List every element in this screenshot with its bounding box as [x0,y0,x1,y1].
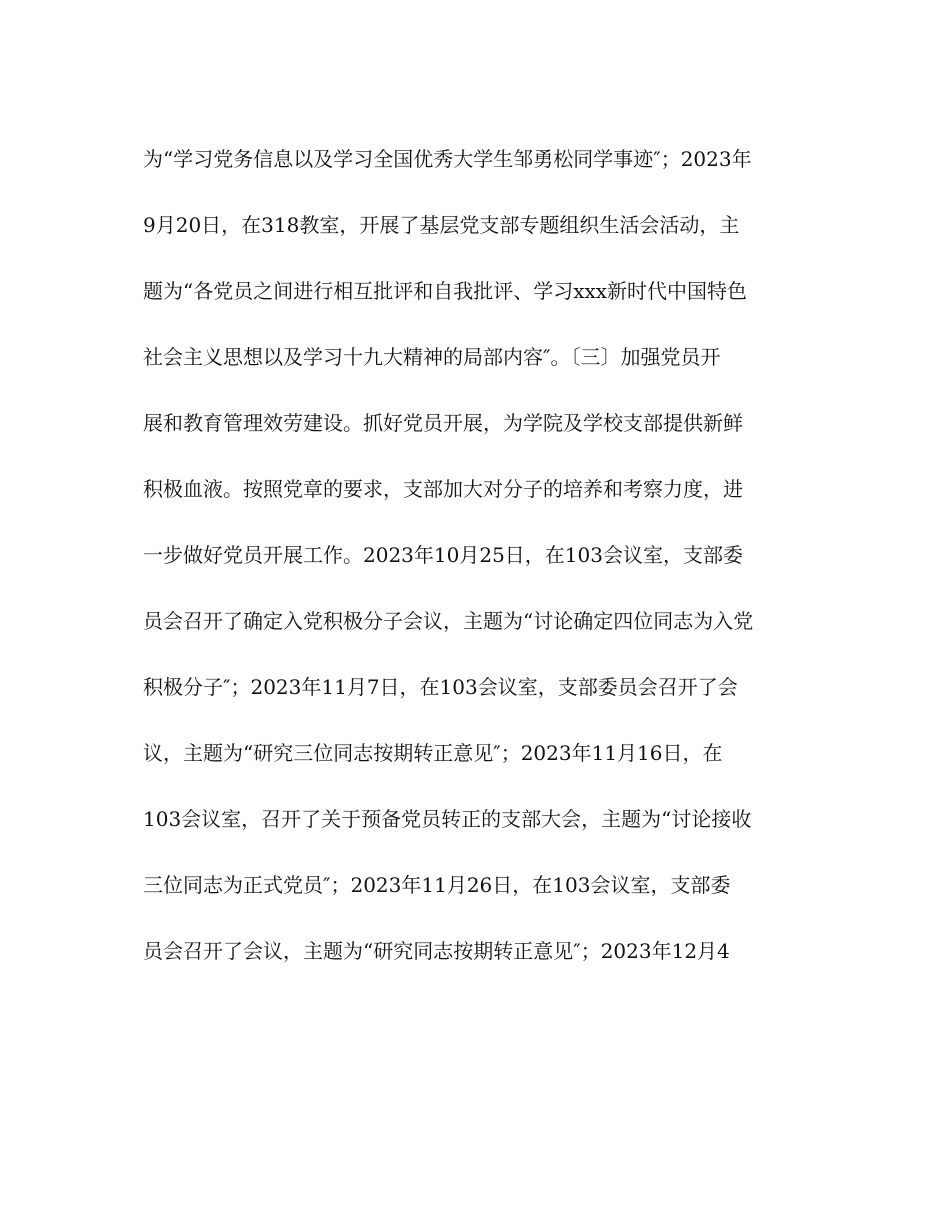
text-line-1: 为“学习党务信息以及学习全国优秀大学生邹勇松同学事迹″；2023年 [143,147,752,171]
text-line-2: 9月20日，在318教室，开展了基层党支部专题组织生活会活动，主 [143,213,740,237]
text-line-12: 三位同志为正式党员″；2023年11月26日，在103会议室，支部委 [143,873,731,897]
text-line-11: 103会议室，召开了关于预备党员转正的支部大会，主题为“讨论接收 [143,807,752,831]
text-line-7: 一步做好党员开展工作。2023年10月25日，在103会议室，支部委 [143,543,743,567]
text-line-5: 展和教育管理效劳建设。抓好党员开展，为学院及学校支部提供新鲜 [143,411,743,435]
body-text [143,138,813,996]
text-line-10: 议，主题为“研究三位同志按期转正意见″；2023年11月16日，在 [143,741,723,765]
text-line-4: 社会主义思想以及学习十九大精神的局部内容″。〔三〕加强党员开 [143,345,721,369]
text-line-13: 员会召开了会议，主题为“研究同志按期转正意见″；2023年12月4 [143,939,730,963]
text-line-3: 题为“各党员之间进行相互批评和自我批评、学习xxx新时代中国特色 [143,279,748,303]
text-line-8: 员会召开了确定入党积极分子会议，主题为“讨论确定四位同志为入党 [143,609,754,633]
text-line-9: 积极分子″；2023年11月7日，在103会议室，支部委员会召开了会 [143,675,738,699]
text-line-6: 积极血液。按照党章的要求，支部加大对分子的培养和考察力度，进 [143,477,743,501]
